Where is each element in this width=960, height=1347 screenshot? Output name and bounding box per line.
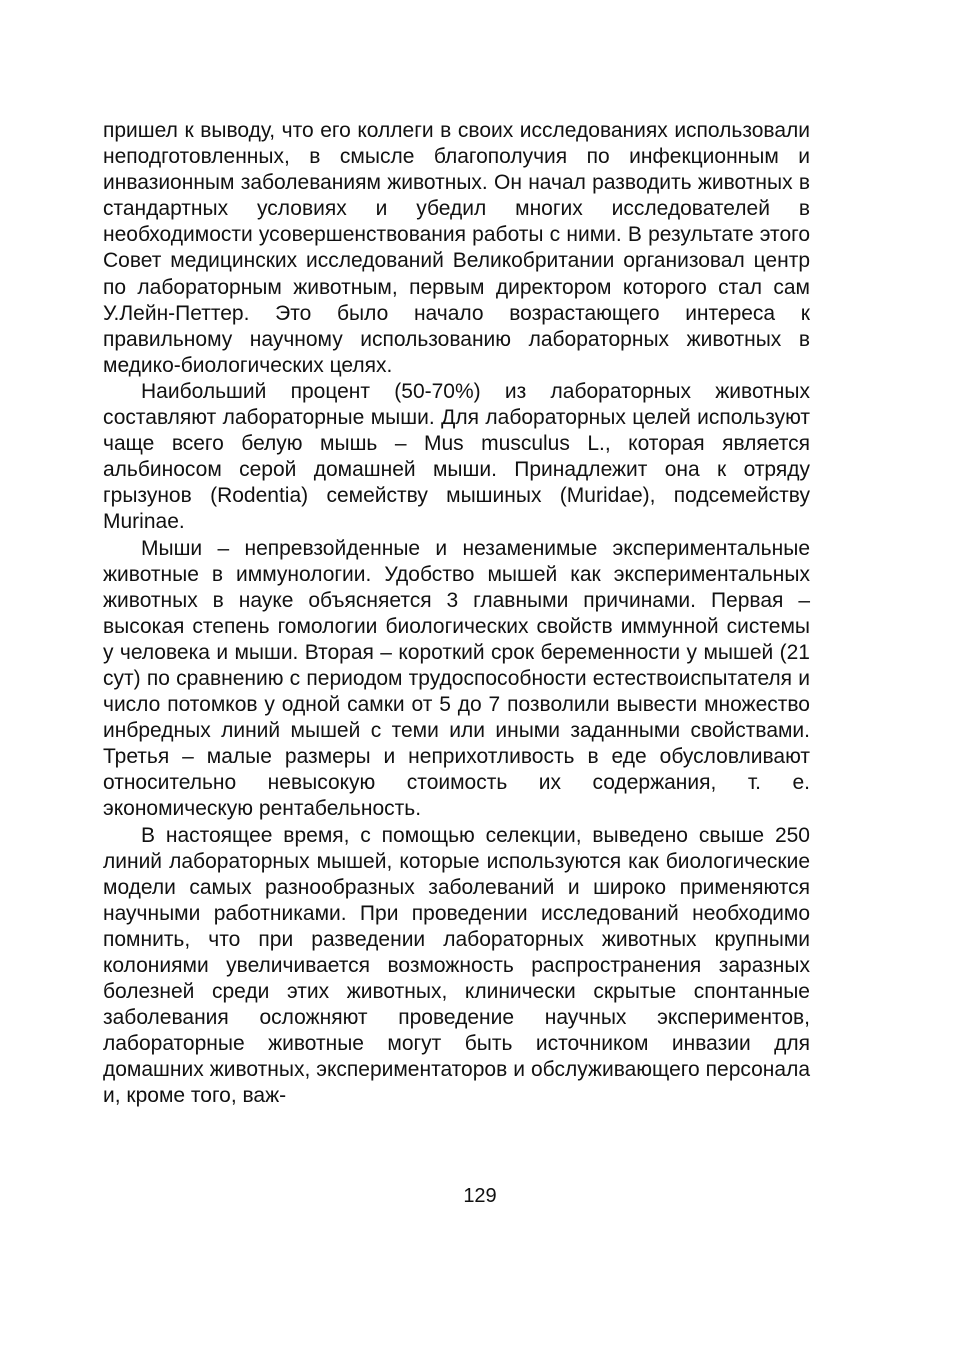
paragraph-1: пришел к выводу, что его коллеги в своих исследованиях использовали неподготовленных, в смысле благополучия по инфекционным и инвазионным заболеваниям животных. Он начал разводить животных в стандартных условиях и убедил многих исследователей в необходимости усовершенствования работы с ними. В результате этого Совет медицинских исследований Великобритании организовал центр по лабораторным животным, первым директором которого стал сам У.Лейн-Петтер. Это было начало возрастающего интереса к правильному научному использованию лабораторных животных в медико-биологических целях. bbox=[103, 119, 810, 377]
paragraph-4: В настоящее время, с помощью селекции, выведено свыше 250 линий лабораторных мышей, которые используются как биологические модели самых разнообразных заболеваний и широко применяются научными работниками. При проведении исследований необходимо помнить, что при разведении лабораторных животных крупными колониями увеличивается возможность распространения заразных болезней среди этих животных, клинически скрытые спонтанные заболевания осложняют проведение научных экспериментов, лабораторные животные могут быть источником инвазии для домашних животных, экспериментаторов и обслуживающего персонала и, кроме того, важ- bbox=[103, 823, 810, 1108]
paragraph-2: Наибольший процент (50-70%) из лабораторных животных составляют лабораторные мыши. Для лабораторных целей используют чаще всего белую мышь – Mus musculus L., которая является альбиносом серой домашней мыши. Принадлежит она к отряду грызунов (Rodentia) семейству мышиных (Muridae), подсемейству Murinae. bbox=[103, 379, 810, 534]
paragraph-3: Мыши – непревзойденные и незаменимые экспериментальные животные в иммунологии. Удобство мышей как экспериментальных животных в науке объясняется 3 главными причинами. Первая – высокая степень гомологии биологических свойств иммунной системы у человека и мыши. Вторая – короткий срок беременности у мышей (21 сут) по сравнению с периодом трудоспособности естествоиспытателя и число потомков у одной самки от 5 до 7 позволили вывести множество инбредных линий мышей с теми или иными заданными свойствами. Третья – малые размеры и неприхотливость в еде обусловливают относительно невысокую стоимость их содержания, т. е. экономическую рентабельность. bbox=[103, 536, 810, 821]
page-number: 129 bbox=[463, 1185, 497, 1207]
body-text bbox=[103, 118, 810, 1110]
